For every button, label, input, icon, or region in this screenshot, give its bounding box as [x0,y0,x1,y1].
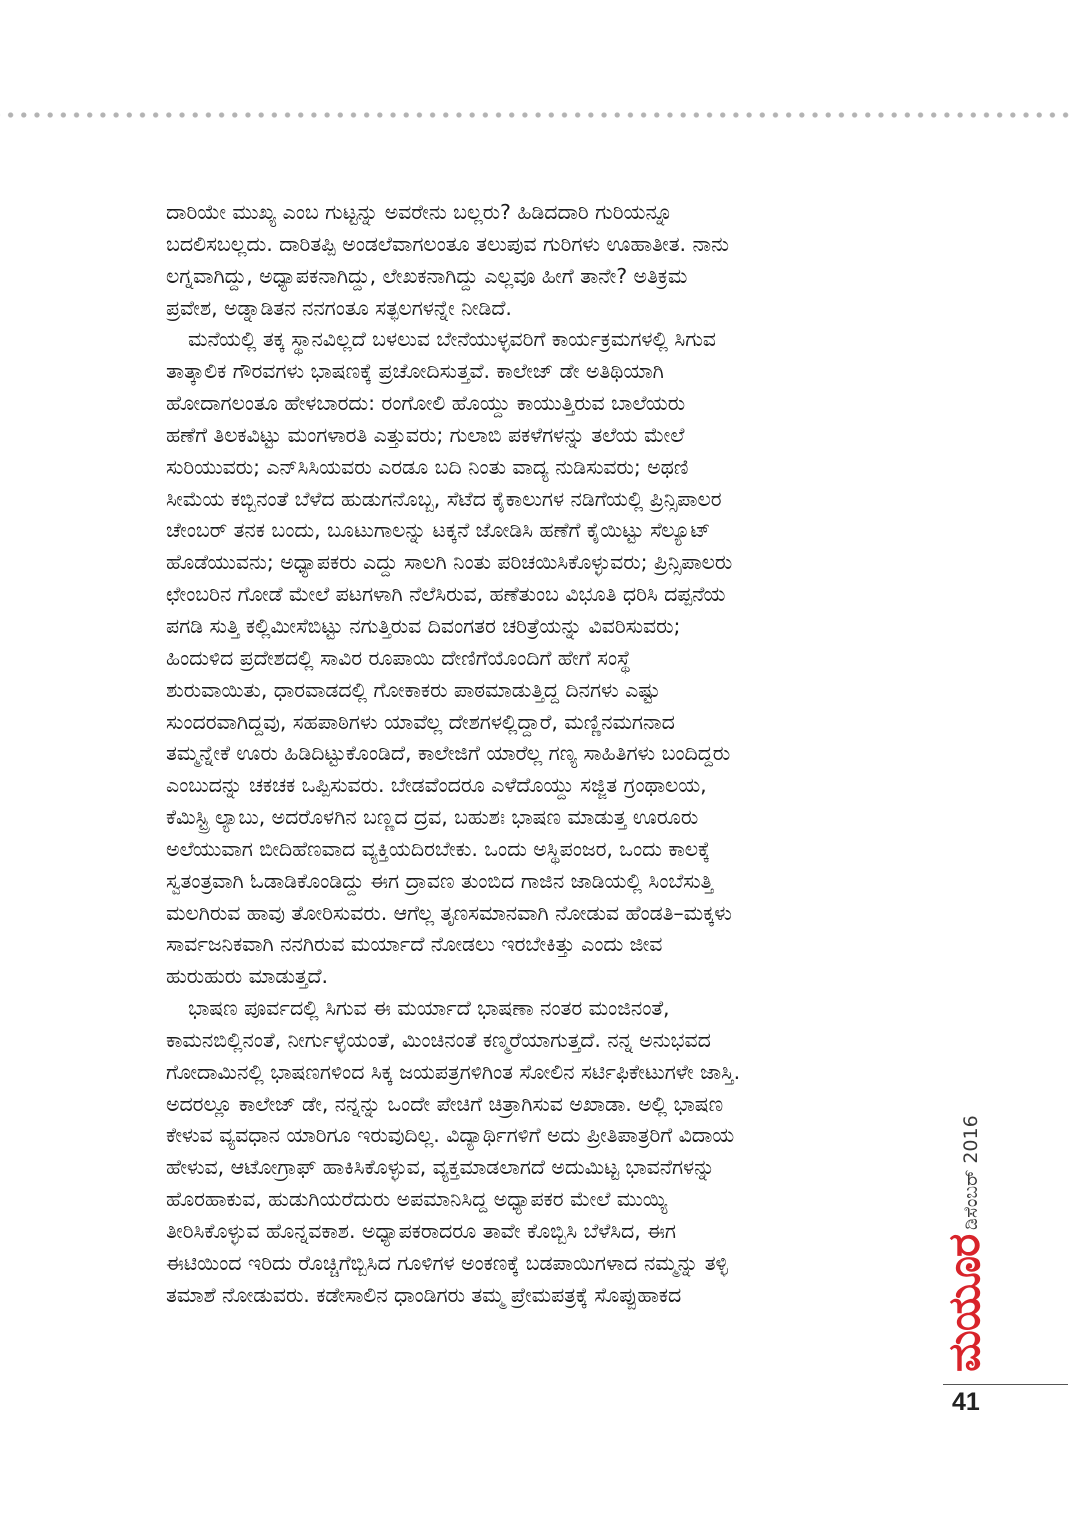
text-line: ಛೇಂಬರಿನ ಗೋಡೆ ಮೇಲೆ ಪಟಗಳಾಗಿ ನೆಲೆಸಿರುವ, ಹಣೆತುಂಬ ವಿಭೂತಿ ಧರಿಸಿ ದಪ್ಪನೆಯ [166,582,726,607]
text-line: ಸುಂದರವಾಗಿದ್ದವು, ಸಹಪಾಠಿಗಳು ಯಾವೆಲ್ಲ ದೇಶಗಳಲ್ಲಿದ್ದಾರೆ, ಮಣ್ಣಿನಮಗನಾದ [166,709,675,734]
text-line: ಹಣೆಗೆ ತಿಲಕವಿಟ್ಟು ಮಂಗಳಾರತಿ ಎತ್ತುವರು; ಗುಲಾಬಿ ಪಕಳೆಗಳನ್ನು ತಲೆಯ ಮೇಲೆ [166,422,685,447]
issue-date: ಡಿಸೆಂಬರ್ 2016 [960,1115,982,1230]
text-line: ತೀರಿಸಿಕೊಳ್ಳುವ ಹೊನ್ನವಕಾಶ. ಅಧ್ಯಾಪಕರಾದರೂ ತಾವೇ ಕೊಬ್ಬಿಸಿ ಬೆಳೆಸಿದ, ಈಗ [166,1219,676,1243]
dotted-divider [0,111,1072,119]
text-line: ಅಲೆಯುವಾಗ ಬೀದಿಹೆಣವಾದ ವ್ಯಕ್ತಿಯದಿರಬೇಕು. ಒಂದು ಅಸ್ಥಿಪಂಜರ, ಒಂದು ಕಾಲಕ್ಕೆ [166,836,710,861]
text-line: ಪ್ರವೇಶ, ಅಡ್ನಾಡಿತನ ನನಗಂತೂ ಸತ್ಫಲಗಳನ್ನೇ ನೀಡಿದೆ. [166,295,512,320]
text-line: ಲಗ್ನವಾಗಿದ್ದು, ಅಧ್ಯಾಪಕನಾಗಿದ್ದು, ಲೇಖಕನಾಗಿದ್ದು ಎಲ್ಲವೂ ಹೀಗೆ ತಾನೇ? ಅತಿಕ್ರಮ [166,263,688,288]
text-line: ತಮ್ಮನ್ನೇಕೆ ಊರು ಹಿಡಿದಿಟ್ಟುಕೊಂಡಿದೆ, ಕಾಲೇಜಿಗೆ ಯಾರೆಲ್ಲ ಗಣ್ಯ ಸಾಹಿತಿಗಳು ಬಂದಿದ್ದರು [166,741,731,766]
text-line: ತಮಾಶೆ ನೋಡುವರು. ಕಡೇಸಾಲಿನ ಧಾಂಡಿಗರು ತಮ್ಮ ಪ್ರೇಮಪತ್ರಕ್ಕೆ ಸೊಪ್ಪುಹಾಕದ [166,1282,682,1307]
text-line: ಹೊಡೆಯುವನು; ಅಧ್ಯಾಪಕರು ಎದ್ದು ಸಾಲಗಿ ನಿಂತು ಪರಿಚಯಿಸಿಕೊಳ್ಳುವರು; ಪ್ರಿನ್ಸಿಪಾಲರು [166,550,733,575]
article-paragraph [166,993,914,1311]
magazine-masthead: ಮಯೂರ [939,1234,990,1372]
text-line: ತಾತ್ಕಾಲಿಕ ಗೌರವಗಳು ಭಾಷಣಕ್ಕೆ ಪ್ರಚೋದಿಸುತ್ತವೆ. ಕಾಲೇಜ್ ಡೇ ಅತಿಥಿಯಾಗಿ [166,359,664,384]
text-line: ಕೆಮಿಸ್ಟ್ರಿ ಲ್ಯಾಬು, ಅದರೊಳಗಿನ ಬಣ್ಣದ ದ್ರವ, ಬಹುಶಃ ಭಾಷಣ ಮಾಡುತ್ತ ಊರೂರು [166,805,699,830]
text-line: ಭಾಷಣ ಪೂರ್ವದಲ್ಲಿ ಸಿಗುವ ಈ ಮರ್ಯಾದೆ ಭಾಷಣಾ ನಂತರ ಮಂಜಿನಂತೆ, [188,996,670,1021]
page-number: 41 [952,1388,980,1416]
article-paragraph [166,324,914,993]
text-line: ಹೇಳುವ, ಆಟೋಗ್ರಾಫ್ ಹಾಕಿಸಿಕೊಳ್ಳುವ, ವ್ಯಕ್ತಮಾಡಲಾಗದೆ ಅದುಮಿಟ್ಟ ಭಾವನೆಗಳನ್ನು [166,1155,715,1180]
text-line: ಚೇಂಬರ್ ತನಕ ಬಂದು, ಬೂಟುಗಾಲನ್ನು ಟಕ್ಕನೆ ಜೋಡಿಸಿ ಹಣೆಗೆ ಕೈಯಿಟ್ಟು ಸೆಲ್ಯೂಟ್ [166,518,711,543]
text-line: ಎಂಬುದನ್ನು ಚಕಚಕ ಒಪ್ಪಿಸುವರು. ಬೇಡವೆಂದರೂ ಎಳೆದೊಯ್ದು ಸಜ್ಜಿತ ಗ್ರಂಥಾಲಯ, [166,773,707,798]
text-line: ಹೋದಾಗಲಂತೂ ಹೇಳಬಾರದು: ರಂಗೋಲಿ ಹೊಯ್ದು ಕಾಯುತ್ತಿರುವ ಬಾಲೆಯರು [166,391,686,416]
text-line: ಸೀಮೆಯ ಕಬ್ಬಿನಂತೆ ಬೆಳೆದ ಹುಡುಗನೊಬ್ಬ, ಸೆಟೆದ ಕೈಕಾಲುಗಳ ನಡಿಗೆಯಲ್ಲಿ ಪ್ರಿನ್ಸಿಪಾಲರ [166,486,722,511]
text-line: ದಾರಿಯೇ ಮುಖ್ಯ ಎಂಬ ಗುಟ್ಟನ್ನು ಅವರೇನು ಬಲ್ಲರು? ಹಿಡಿದದಾರಿ ಗುರಿಯನ್ನೂ [166,200,673,224]
text-line: ಈಟಿಯಿಂದ ಇರಿದು ರೊಚ್ಚಿಗೆಬ್ಬಿಸಿದ ಗೂಳಿಗಳ ಅಂಕಣಕ್ಕೆ ಬಡಪಾಯಿಗಳಾದ ನಮ್ಮನ್ನು ತಳ್ಳಿ [166,1250,728,1275]
text-line: ಅದರಲ್ಲೂ ಕಾಲೇಜ್ ಡೇ, ನನ್ನನ್ನು ಒಂದೇ ಪೇಚಿಗೆ ಚಿತ್ರಾಗಿಸುವ ಅಖಾಡಾ. ಅಲ್ಲಿ ಭಾಷಣ [166,1091,724,1116]
text-line: ಹಿಂದುಳಿದ ಪ್ರದೇಶದಲ್ಲಿ ಸಾವಿರ ರೂಪಾಯಿ ದೇಣಿಗೆಯೊಂದಿಗೆ ಹೇಗೆ ಸಂಸ್ಥೆ [166,645,631,670]
text-line: ಸಾರ್ವಜನಿಕವಾಗಿ ನನಗಿರುವ ಮರ್ಯಾದೆ ನೋಡಲು ಇರಬೇಕಿತ್ತು ಎಂದು ಜೀವ [166,932,663,957]
text-line: ಗೋದಾಮಿನಲ್ಲಿ ಭಾಷಣಗಳಿಂದ ಸಿಕ್ಕ ಜಯಪತ್ರಗಳಿಗಿಂತ ಸೋಲಿನ ಸರ್ಟಿಫಿಕೇಟುಗಳೇ ಜಾಸ್ತಿ. [166,1059,741,1084]
text-line: ಪಗಡಿ ಸುತ್ತಿ ಕಲ್ಲಿಮೀಸೆಬಿಟ್ಟು ನಗುತ್ತಿರುವ ದಿವಂಗತರ ಚರಿತ್ರೆಯನ್ನು ವಿವರಿಸುವರು; [166,613,681,638]
text-line: ಮನೆಯಲ್ಲಿ ತಕ್ಕ ಸ್ಥಾನವಿಲ್ಲದೆ ಬಳಲುವ ಬೇನೆಯುಳ್ಳವರಿಗೆ ಕಾರ್ಯಕ್ರಮಗಳಲ್ಲಿ ಸಿಗುವ [188,327,716,352]
text-line: ಬದಲಿಸಬಲ್ಲದು. ದಾರಿತಪ್ಪಿ ಅಂಡಲೆವಾಗಲಂತೂ ತಲುಪುವ ಗುರಿಗಳು ಊಹಾತೀತ. ನಾನು [166,231,729,256]
article-body [166,197,914,1312]
text-line: ಶುರುವಾಯಿತು, ಧಾರವಾಡದಲ್ಲಿ ಗೋಕಾಕರು ಪಾಠಮಾಡುತ್ತಿದ್ದ ದಿನಗಳು ಎಷ್ಟು [166,677,661,702]
text-line: ಹುರುಹುರು ಮಾಡುತ್ತದೆ. [166,964,328,989]
text-line: ಸ್ವತಂತ್ರವಾಗಿ ಓಡಾಡಿಕೊಂಡಿದ್ದು ಈಗ ದ್ರಾವಣ ತುಂಬಿದ ಗಾಜಿನ ಜಾಡಿಯಲ್ಲಿ ಸಿಂಬೆಸುತ್ತಿ [166,868,714,893]
text-line: ಕೇಳುವ ವ್ಯವಧಾನ ಯಾರಿಗೂ ಇರುವುದಿಲ್ಲ. ವಿದ್ಯಾರ್ಥಿಗಳಿಗೆ ಅದು ಪ್ರೀತಿಪಾತ್ರರಿಗೆ ವಿದಾಯ [166,1123,735,1148]
article-paragraph [166,197,914,324]
text-line: ಸುರಿಯುವರು; ಎನ್‌ಸಿಸಿಯವರು ಎರಡೂ ಬದಿ ನಿಂತು ವಾದ್ಯ ನುಡಿಸುವರು; ಅಥಣಿ [166,454,689,479]
text-line: ಕಾಮನಬಿಲ್ಲಿನಂತೆ, ನೀರ್ಗುಳ್ಳೆಯಂತೆ, ಮಿಂಚಿನಂತೆ ಕಣ್ಮರೆಯಾಗುತ್ತದೆ. ನನ್ನ ಅನುಭವದ [166,1027,711,1052]
text-line: ಹೊರಹಾಕುವ, ಹುಡುಗಿಯರೆದುರು ಅಪಮಾನಿಸಿದ್ದ ಅಧ್ಯಾಪಕರ ಮೇಲೆ ಮುಯ್ಯಿ [166,1187,668,1212]
text-line: ಮಲಗಿರುವ ಹಾವು ತೋರಿಸುವರು. ಆಗೆಲ್ಲ ತೃಣಸಮಾನವಾಗಿ ನೋಡುವ ಹೆಂಡತಿ–ಮಕ್ಕಳು [166,900,732,925]
page-number-rule [943,1384,1068,1385]
